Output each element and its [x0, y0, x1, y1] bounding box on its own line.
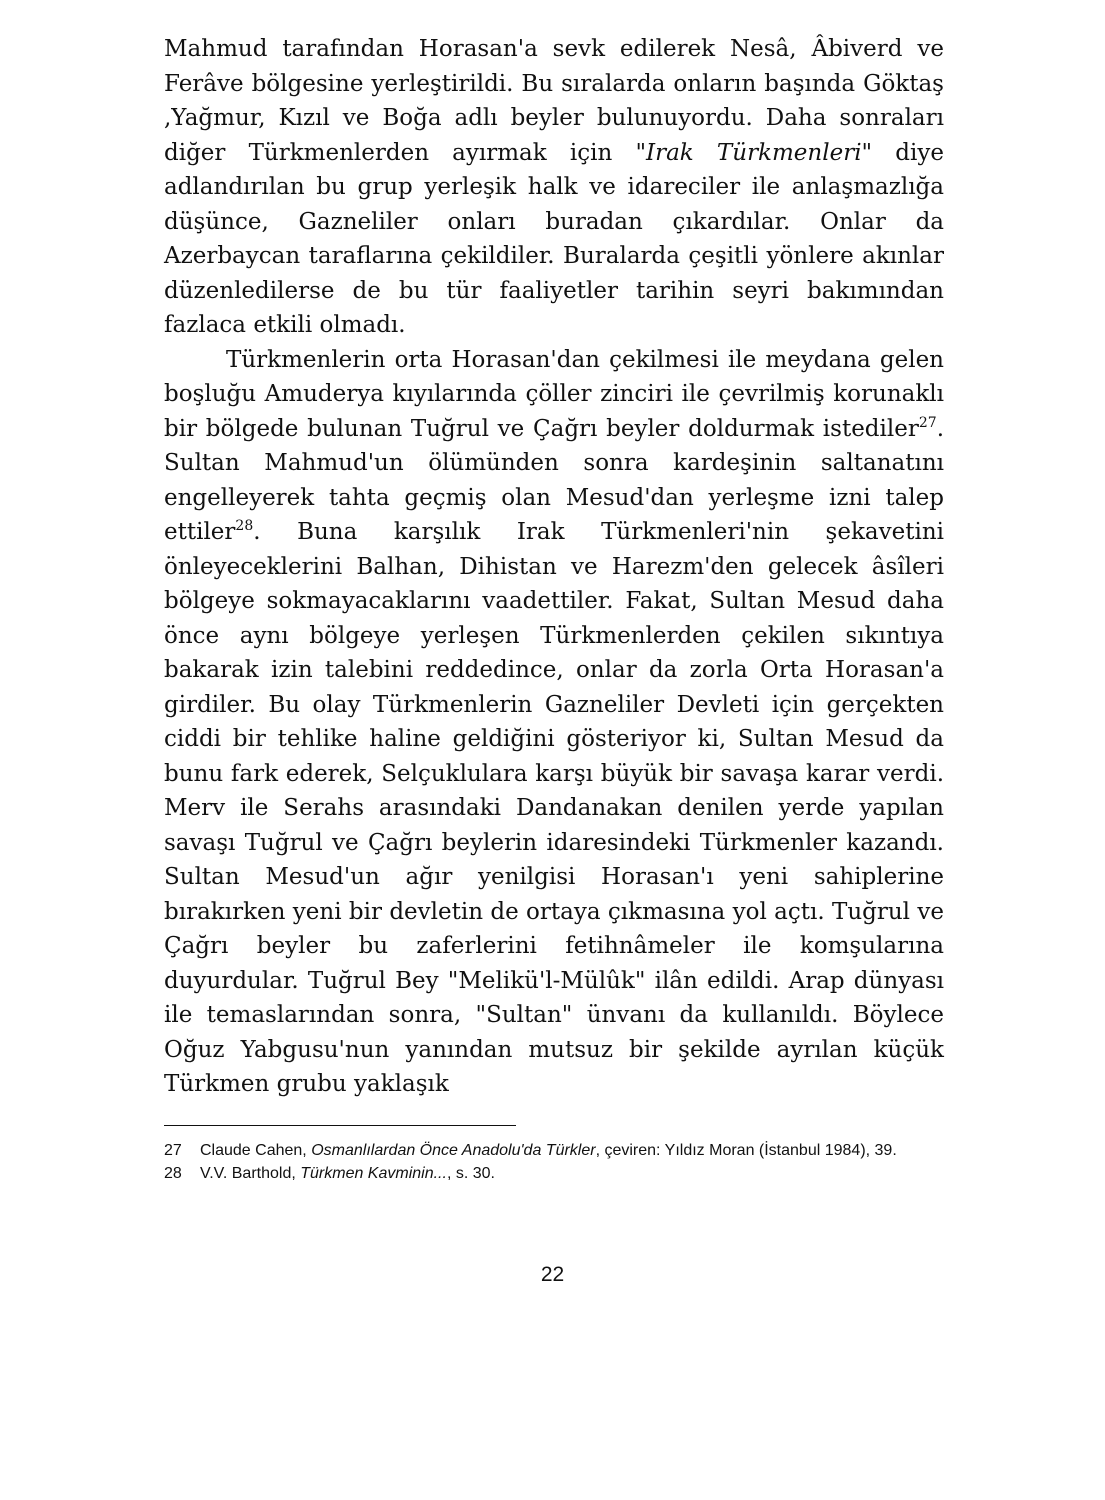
footnote-27 — [164, 1140, 944, 1161]
footnote-reference: 27 — [918, 414, 937, 431]
text-run: Mahmud tarafından Horasan'a sevk edilerek Nesâ, Âbiverd ve Ferâve bölgesine yerleştirildi. Bu sıralarda onların başında Göktaş ,Yağmur, Kızıl ve Boğa adlı beyler bulunuyordu. Daha sonraları diğer Türkmenlerden ayırmak için — [164, 36, 944, 166]
footnote-28 — [164, 1163, 944, 1184]
paragraph-2 — [164, 343, 944, 1102]
footnotes — [164, 1140, 944, 1186]
text-run: V.V. Barthold, — [200, 1165, 301, 1182]
italic-text: Türkmen Kavminin... — [300, 1165, 447, 1182]
main-text — [164, 32, 944, 1102]
footnote-reference: 28 — [235, 518, 254, 534]
italic-text: Osmanlılardan Önce Anadolu'da Türkler — [311, 1142, 596, 1159]
text-run: diye adlandırılan bu grup yerleşik halk ve idareciler ile anlaşmazlığa düşünce, Gazneliler onları buradan çıkardılar. Onlar da Azerbaycan taraflarına çekildiler. Buralarda çeşitli yönlere akınlar düzenledilerse de bu tür faaliyetler tarihin seyri bakımından fazlaca etkili olmadı. — [164, 139, 944, 338]
paragraph-1 — [164, 32, 944, 343]
italic-text: "Irak Türkmenleri" — [635, 139, 873, 166]
footnote-number: 27 — [164, 1142, 182, 1159]
footnote-text — [200, 1163, 944, 1184]
footnote-number: 28 — [164, 1165, 182, 1182]
text-run: , s. 30. — [446, 1165, 495, 1182]
page-number: 22 — [540, 1263, 565, 1286]
footnote-separator — [164, 1125, 516, 1126]
text-run: Claude Cahen, — [200, 1142, 312, 1159]
text-run: . Buna karşılık Irak Türkmenleri'nin şekavetini önleyeceklerini Balhan, Dihistan ve Harezm'den gelecek âsîleri bölgeye sokmayacaklarını vaadettiler. Fakat, Sultan Mesud daha önce aynı bölgeye yerleşen Türkmenlerden çekilen sıkıntıya bakarak izin talebini reddedince, onlar da zorla Orta Horasan'a girdiler. Bu olay Türkmenlerin Gazneliler Devleti için gerçekten ciddi bir tehlike haline geldiğini gösteriyor ki, Sultan Mesud da bunu fark ederek, Selçuklulara karşı büyük bir savaşa karar verdi. Merv ile Serahs arasındaki Dandanakan denilen yerde yapılan savaşı Tuğrul ve Çağrı beylerin idaresindeki Türkmenler kazandı. Sultan Mesud'un ağır yenilgisi Horasan'ı yeni sahiplerine bırakırken yeni bir devletin de ortaya çıkmasına yol açtı. Tuğrul ve Çağrı beyler bu zaferlerini fetihnâmeler ile komşularına duyurdular. Tuğrul Bey "Melikü'l-Mülûk" ilân edildi. Arap dünyası ile temaslarından sonra, "Sultan" ünvanı da kullanıldı. Böylece Oğuz Yabgusu'nun yanından mutsuz bir şekilde ayrılan küçük Türkmen grubu yaklaşık — [164, 519, 944, 1097]
footnote-text — [200, 1140, 944, 1161]
text-run: Türkmenlerin orta Horasan'dan çekilmesi ile meydana gelen boşluğu Amuderya kıyılarında çöller zinciri ile çevrilmiş korunaklı bir bölgede bulunan Tuğrul ve Çağrı beyler doldurmak istediler — [164, 346, 944, 442]
text-run: , çeviren: Yıldız Moran (İstanbul 1984), 39. — [595, 1142, 897, 1159]
text-run: . Sultan Mahmud'un ölümünden sonra kardeşinin saltanatını engelleyerek tahta geçmiş olan Mesud'dan yerleşme izni talep ettiler — [164, 415, 944, 545]
